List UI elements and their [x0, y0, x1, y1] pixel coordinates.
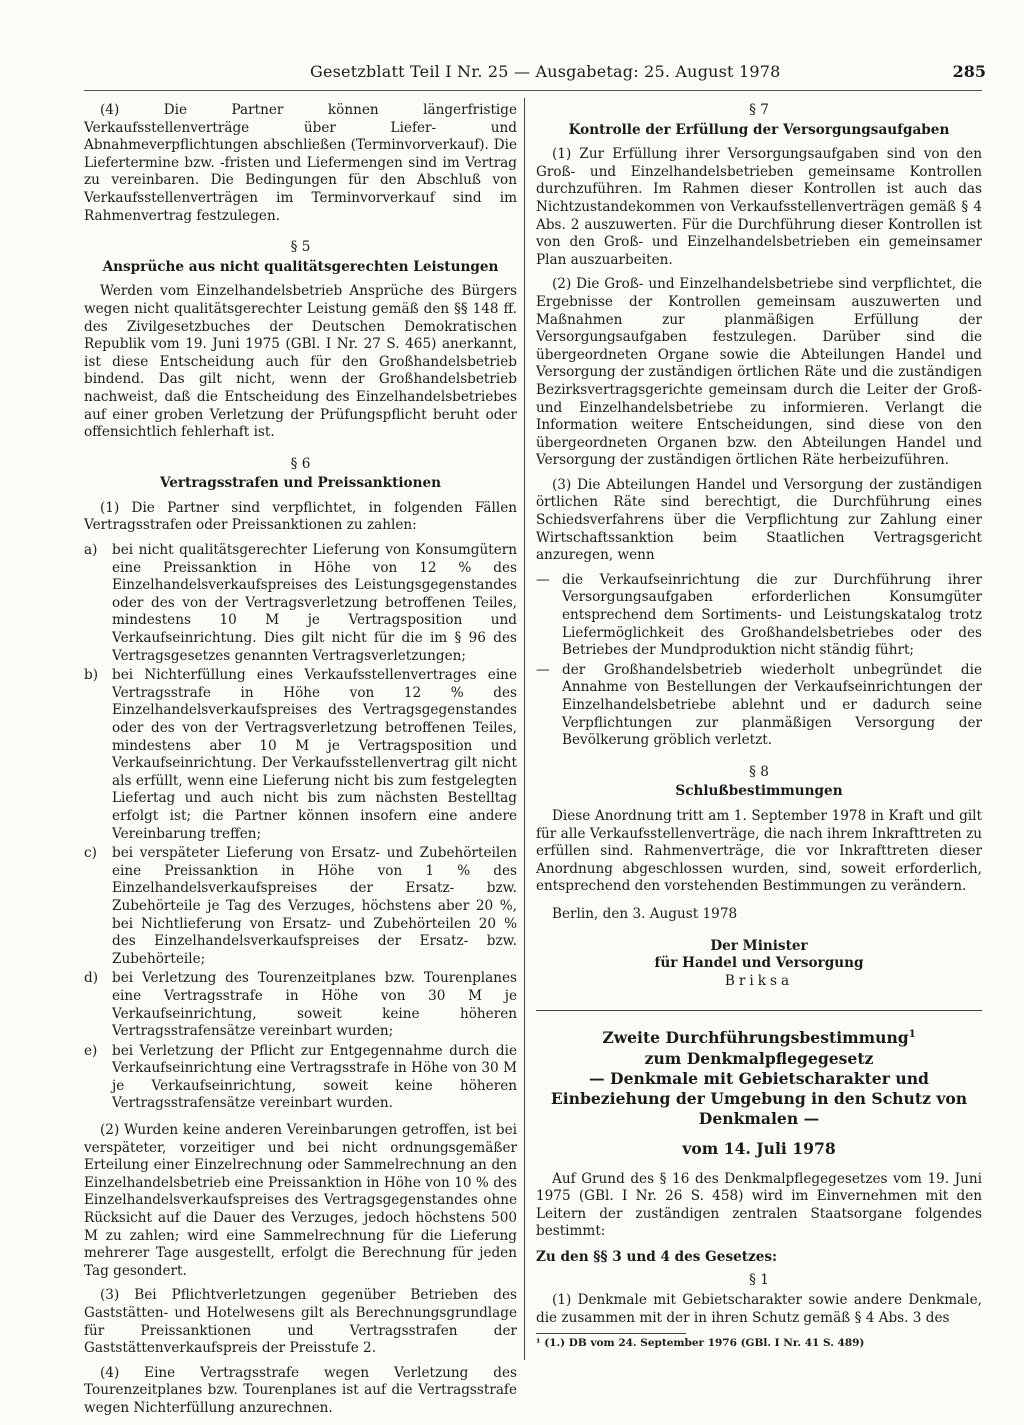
section-8-number: § 8: [749, 763, 769, 780]
list-item-text: bei nicht qualitätsgerechter Lieferung von Konsumgütern eine Preissanktion in Höhe von 12 % des Einzelhandelsverkaufspreises des Leistungsgegenstandes oder des von der Vertragsverletzung betroffenen Teiles, mindestens 10 M je Vertragsposition und Verkaufseinrichtung. Dies gilt nicht für die im § 96 des Vertragsgesetzes genannten Vertragsverletzungen;: [112, 542, 517, 664]
section-5-title: Ansprüche aus nicht qualitätsgerechten Leistungen: [102, 258, 499, 275]
section-6-paragraph-4: (4) Eine Vertragsstrafe wegen Verletzung des Tourenzeitplanes bzw. Tourenplanes ist auf die Vertragsstrafe wegen Nichterfüllung anzurechnen.: [84, 1364, 517, 1416]
footnote: ¹ (1.) DB vom 24. September 1976 (GBl. I Nr. 41 S. 489): [536, 1337, 865, 1350]
section-5-number: § 5: [290, 239, 311, 256]
column-divider: [524, 98, 525, 1360]
list-item: [84, 845, 517, 968]
section-6-paragraph-1: (1) Die Partner sind verpflichtet, in folgenden Fällen Vertragsstrafen oder Preissanktionen zu zahlen:: [84, 499, 517, 534]
list-item: [84, 970, 517, 1040]
section-6-paragraph-3: (3) Bei Pflichtverletzungen gegenüber Betrieben des Gaststätten- und Hotelwesens gilt als Berechnungsgrundlage für Preissanktionen und Vertragsstrafen der Gaststättenverkaufspreis der Preisstufe 2.: [84, 1287, 517, 1357]
signer-title-2: für Handel und Versorgung: [654, 955, 864, 972]
list-item: [84, 542, 517, 665]
section-rule: [536, 1010, 982, 1011]
regulation-title-text: Zweite Durchführungsbestimmung: [602, 1028, 909, 1048]
footnote-rule: [536, 1333, 686, 1334]
dash-bullet: —: [536, 661, 550, 678]
list-item: [536, 662, 982, 750]
section-7-number: § 7: [749, 102, 769, 118]
section-1-number: § 1: [749, 1272, 769, 1289]
list-item-label: b): [84, 667, 99, 684]
section-8-title: Schlußbestimmungen: [675, 783, 843, 800]
dash-bullet: —: [536, 571, 550, 588]
list-item-label: e): [84, 1042, 98, 1059]
regulation-date: vom 14. Juli 1978: [682, 1138, 836, 1158]
section-7-paragraph-1: (1) Zur Erfüllung ihrer Versorgungsaufgaben sind von den Groß- und Einzelhandelsbetrieben gemeinsame Kontrollen durchzuführen. Im Rahmen dieser Kontrollen ist auch das Nichtzustandekommen von Verkaufsstellenverträgen gemäß § 4 Abs. 2 auszuwerten. Für die Durchführung dieser Kontrollen ist von den Groß- und Einzelhandelsbetrieben ein gemeinsamer Plan auszuarbeiten.: [536, 146, 982, 268]
list-item-text: bei Nichterfüllung eines Verkaufsstellenvertrages eine Vertragsstrafe in Höhe von 12 % des Einzelhandelsverkaufspreises des Vertragsgegenstandes oder des von der Vertragsverletzung betroffenen Teiles, mindestens aber 10 M je Vertragsposition und Verkaufseinrichtung. Der Verkaufsstellenvertrag gilt nicht als erfüllt, wenn eine Lieferung nicht bis zum festgelegten Liefertag und auch nicht bis zum nächsten Bestelltag erfolgt ist; die Partner können insofern eine andere Vereinbarung treffen;: [112, 667, 517, 842]
page-number: 285: [952, 62, 986, 81]
list-item-label: d): [84, 970, 99, 987]
list-item: [84, 667, 517, 843]
section-1-paragraph-1: (1) Denkmale mit Gebietscharakter sowie andere Denkmale, die zusammen mit der in ihren Schutz gemäß § 4 Abs. 3 des: [536, 1292, 982, 1326]
header-title: Gesetzblatt Teil I Nr. 25 — Ausgabetag: 25. August 1978: [310, 62, 781, 81]
signer-name: Briksa: [724, 972, 794, 989]
footnote-marker: 1: [908, 1029, 916, 1041]
section-6-number: § 6: [290, 455, 311, 472]
list-item-label: a): [84, 542, 98, 559]
section-8-text: Diese Anordnung tritt am 1. September 1978 in Kraft und gilt für alle Verkaufsstellenverträge, die nach ihrem Inkrafttreten zu erfüllen sind. Rahmenverträge, die vor Inkrafttreten dieser Anordnung abgeschlossen wurden, sind, soweit erforderlich, entsprechend den vorstehenden Bestimmungen zu verändern.: [536, 807, 982, 895]
section-6-paragraph-2: (2) Wurden keine anderen Vereinbarungen getroffen, ist bei verspäteter, vorzeitiger und bei nicht ordnungsgemäßer Erteilung einer Einzelrechnung oder Sammelrechnung an den Einzelhandelsbetrieb eine Preissanktion in Höhe von 10 % des Einzelhandelsverkaufspreises des Vertragsgegenstandes ohne Rücksicht auf die Dauer des Verzuges, jedoch höchstens 500 M zu zahlen; wird eine Sammelrechnung für die Lieferung mehrerer Tage ausgestellt, erfolgt die Berechnung für jeden Tag gesondert.: [84, 1122, 517, 1279]
right-column: [536, 102, 982, 1350]
regulation-intro: Auf Grund des § 16 des Denkmalpflegegesetzes vom 19. Juni 1975 (GBl. I Nr. 26 S. 458) wird im Einvernehmen mit den Leitern der zuständigen zentralen Staatsorgane folgendes bestimmt:: [536, 1170, 982, 1240]
section-5-text: Werden vom Einzelhandelsbetrieb Ansprüche des Bürgers wegen nicht qualitätsgerechter Leistung gemäß den §§ 148 ff. des Zivilgesetzbuches der Deutschen Demokratischen Republik vom 19. Juni 1975 (GBl. I Nr. 27 S. 465) anerkannt, ist diese Entscheidung auch für den Großhandelsbetrieb bindend. Das gilt nicht, wenn der Großhandelsbetrieb nachweist, daß die Entscheidung des Einzelhandelsbetriebes auf einer groben Verletzung der Prüfungspflicht beruht oder offensichtlich fehlerhaft ist.: [84, 283, 517, 441]
header-rule: [84, 90, 982, 91]
list-item: [84, 1043, 517, 1113]
list-item-text: der Großhandelsbetrieb wiederholt unbegründet die Annahme von Bestellungen der Verkaufseinrichtungen der Einzelhandelsbetriebe ablehnt und er dadurch seine Verpflichtungen zur planmäßigen Versorgung der Bevölkerung gröblich verletzt.: [562, 661, 982, 749]
list-item: [536, 572, 982, 660]
list-item-text: bei Verletzung der Pflicht zur Entgegennahme durch die Verkaufseinrichtung eine Vertragsstrafe in Höhe von 30 M je Verkaufseinrichtung, soweit keine höheren Vertragsstrafensätze vereinbart wurden.: [112, 1042, 517, 1112]
list-item-text: bei Verletzung des Tourenzeitplanes bzw. Tourenplanes eine Vertragsstrafe in Höhe von 30 M je Verkaufseinrichtung, soweit keine höheren Vertragsstrafensätze vereinbart wurden;: [112, 970, 517, 1040]
signer-title-1: Der Minister: [710, 937, 808, 954]
place-date: Berlin, den 3. August 1978: [552, 905, 738, 922]
page-header: [0, 62, 1024, 88]
list-item-text: die Verkaufseinrichtung die zur Durchführung ihrer Versorgungsaufgaben erforderlichen Konsumgüter entsprechend dem Sortiments- und Leistungskatalog trotz Liefermöglichkeit des Großhandelsbetriebes oder des Betriebes der Mundproduktion nicht ständig führt;: [562, 571, 982, 659]
regulation-subtitle: zum Denkmalpflegegesetz: [644, 1048, 874, 1068]
regulation-subhead: Zu den §§ 3 und 4 des Gesetzes:: [536, 1248, 778, 1265]
left-column: [84, 102, 517, 1425]
list-item-text: bei verspäteter Lieferung von Ersatz- und Zubehörteilen eine Preissanktion in Höhe von 1 % des Einzelhandelsverkaufspreises der Ersatz- bzw. Zubehörteile je Tag des Verzuges, höchstens aber 20 %, bei Nichtlieferung von Ersatz- und Zubehörteilen 20 % des Einzelhandelsverkaufspreises der Ersatz- bzw. Zubehörteile;: [112, 845, 517, 967]
section-6-title: Vertragsstrafen und Preissanktionen: [159, 475, 442, 492]
regulation-title: [536, 1025, 982, 1048]
regulation-topic: — Denkmale mit Gebietscharakter und Einbeziehung der Umgebung in den Schutz von Denkmalen —: [550, 1068, 968, 1128]
paragraph-4-4: (4) Die Partner können längerfristige Verkaufsstellenverträge über Liefer- und Abnahmeverpflichtungen abschließen (Terminvorverkauf). Die Liefertermine bzw. -fristen und Liefermengen sind im Vertrag zu vereinbaren. Die Bedingungen für den Abschluß von Verkaufsstellenverträgen im Terminvorverkauf sind im Rahmenvertrag festzulegen.: [84, 102, 517, 224]
section-7-paragraph-3: (3) Die Abteilungen Handel und Versorgung der zuständigen örtlichen Räte sind berechtigt, die Durchführung eines Schiedsverfahrens über die Verpflichtung zur Zahlung einer Wirtschaftssanktion beim Staatlichen Vertragsgericht anzuregen, wenn: [536, 476, 982, 564]
section-7-paragraph-2: (2) Die Groß- und Einzelhandelsbetriebe sind verpflichtet, die Ergebnisse der Kontrollen gemeinsam auszuwerten und Maßnahmen zur planmäßigen Erfüllung der Versorgungsaufgaben festzulegen. Darüber sind die übergeordneten Organe sowie die Abteilungen Handel und Versorgung der zuständigen örtlichen Räte und die zuständigen Bezirksvertragsgerichte gemeinsam durch die Leiter der Groß- und Einzelhandelsbetriebe zu informieren. Verlangt die Information weitere Entscheidungen, sind diese von den übergeordneten Organen bzw. den Abteilungen Handel und Versorgung der zuständigen örtlichen Räte herbeizuführen.: [536, 276, 982, 469]
list-item-label: c): [84, 845, 97, 862]
section-7-title: Kontrolle der Erfüllung der Versorgungsaufgaben: [568, 121, 950, 138]
